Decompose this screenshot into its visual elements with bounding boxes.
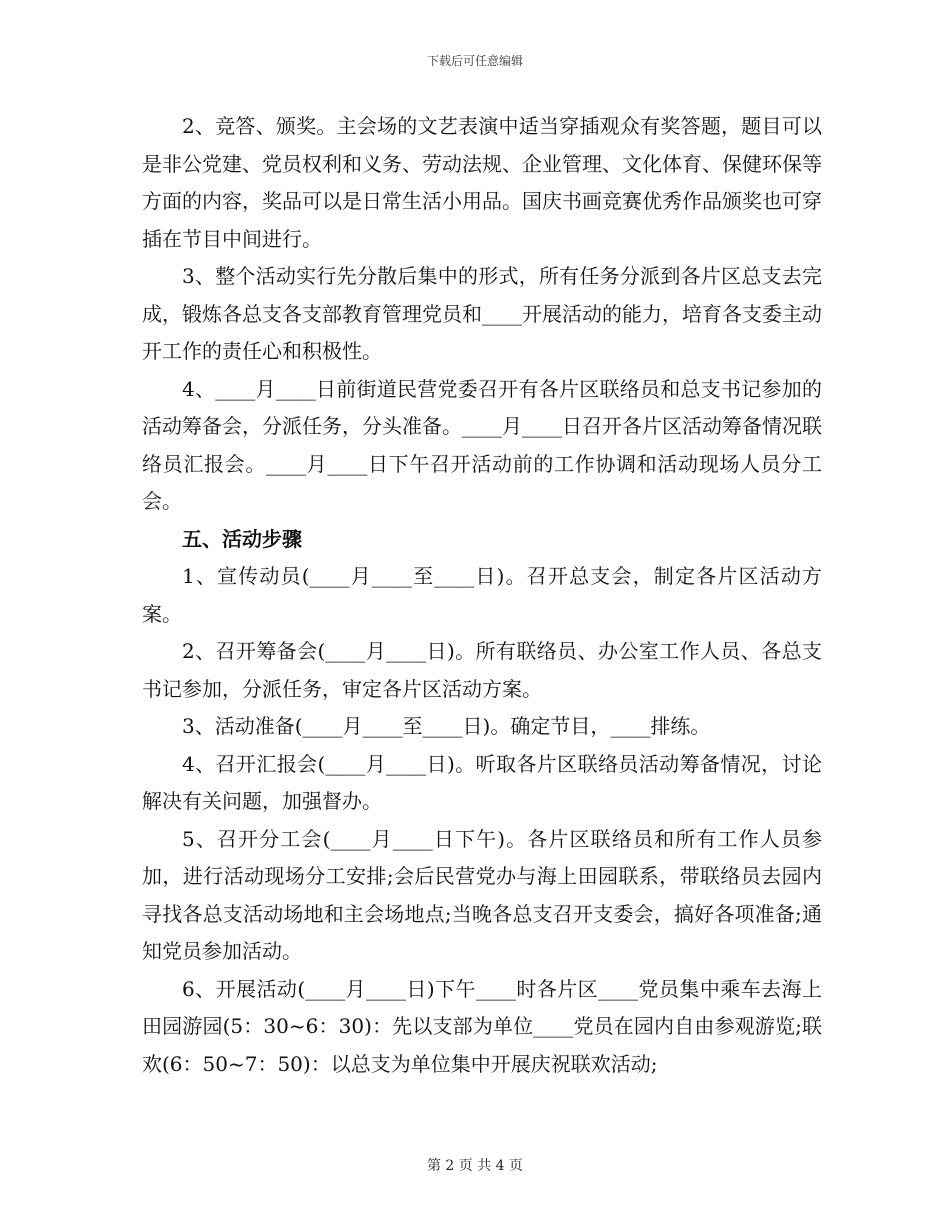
document-body [142,108,822,1083]
step-4: 4、召开汇报会(____月____日)。听取各片区联络员活动筹备情况，讨论解决有关问题，加强督办。 [142,751,822,813]
paragraph-4: 4、____月____日前街道民营党委召开有各片区联络员和总支书记参加的活动筹备会，分派任务，分头准备。____月____日召开各片区活动筹备情况联络员汇报会。____月____日下午召开活动前的工作协调和活动现场人员分工会。 [142,376,822,513]
page-footer: 第 2 页 共 4 页 [426,1158,524,1174]
page-header: 下载后可任意编辑 [426,54,523,68]
step-1: 1、宣传动员(____月____至____日)。召开总支会，制定各片区活动方案。 [142,564,822,626]
paragraph-2: 2、竞答、颁奖。主会场的文艺表演中适当穿插观众有奖答题，题目可以是非公党建、党员权利和义务、劳动法规、企业管理、文化体育、保健环保等方面的内容，奖品可以是日常生活小用品。国庆书画竞赛优秀作品颁奖也可穿插在节目中间进行。 [142,114,822,251]
step-2: 2、召开筹备会(____月____日)。所有联络员、办公室工作人员、各总支书记参加，分派任务，审定各片区活动方案。 [142,639,822,701]
step-3: 3、活动准备(____月____至____日)。确定节目，____排练。 [182,714,711,738]
paragraph-3: 3、整个活动实行先分散后集中的形式，所有任务分派到各片区总支去完成，锻炼各总支各支部教育管理党员和____开展活动的能力，培育各支委主动开工作的责任心和积极性。 [142,264,822,363]
step-6: 6、开展活动(____月____日)下午____时各片区____党员集中乘车去海上田园游园(5：30~6：30)：先以支部为单位____党员在园内自由参观游览;联欢(6：50~7：50)：以总支为单位集中开展庆祝联欢活动; [142,976,822,1076]
section-heading: 五、活动步骤 [182,526,302,551]
step-5: 5、召开分工会(____月____日下午)。各片区联络员和所有工作人员参加，进行活动现场分工安排;会后民营党办与海上田园联系，带联络员去园内寻找各总支活动场地和主会场地点;当晚各总支召开支委会，搞好各项准备;通知党员参加活动。 [142,826,822,963]
